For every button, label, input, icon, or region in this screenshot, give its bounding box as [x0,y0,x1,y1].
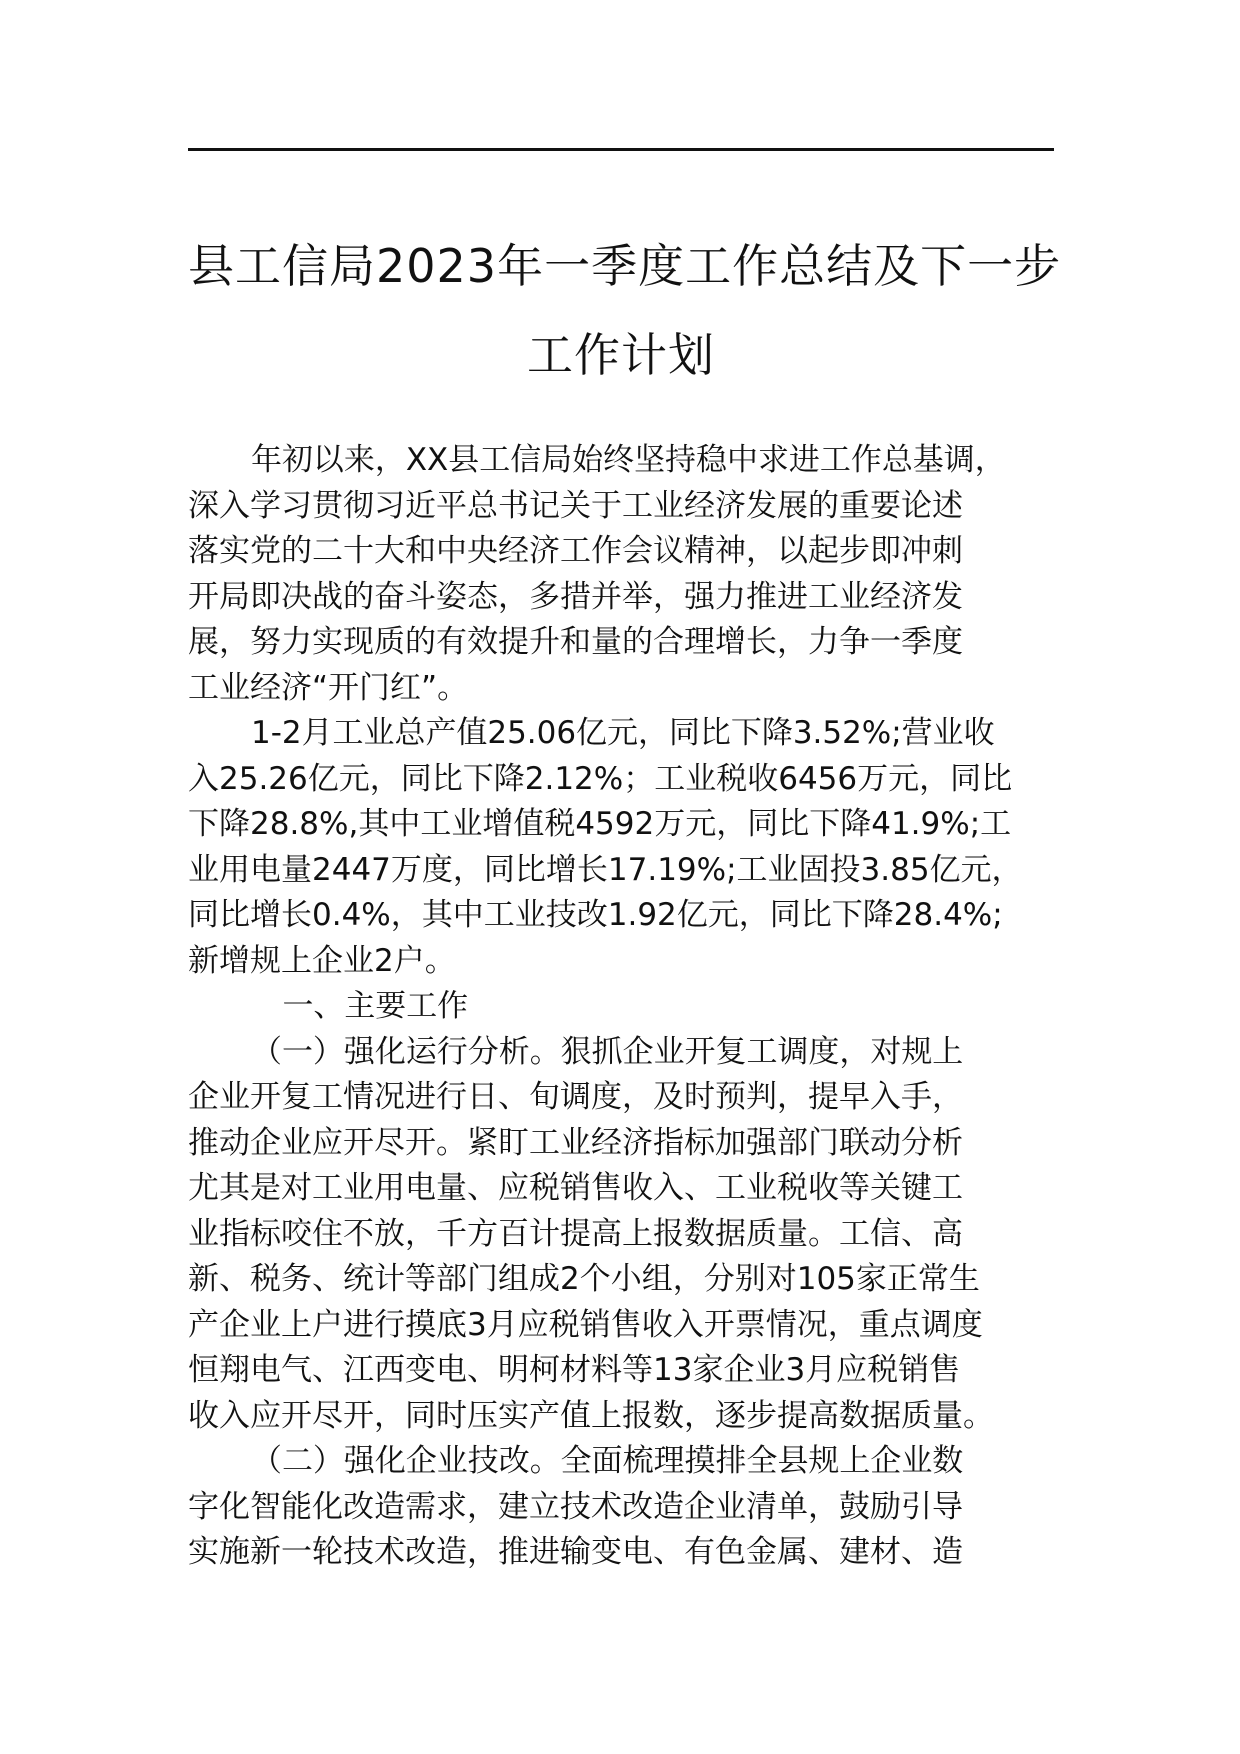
body-text-line: 新、税务、统计等部门组成2个小组，分别对105家正常生 [188,1261,980,1297]
body-text-line: （二）强化企业技改。全面梳理摸排全县规上企业数 [251,1443,964,1479]
body-text-line: 展，努力实现质的有效提升和量的合理增长，力争一季度 [188,624,963,660]
body-text-line: 开局即决战的奋斗姿态，多措并举，强力推进工业经济发 [188,578,963,615]
body-text-line: 新增规上企业2户。 [188,942,456,979]
body-text-line: 1-2月工业总产值25.06亿元，同比下降3.52%;营业收 [251,715,995,751]
document-title-line-1: 县工信局2023年一季度工作总结及下一步 [188,239,1062,293]
body-text-line: 尤其是对工业用电量、应税销售收入、工业税收等关键工 [188,1170,963,1206]
body-text-line: 工业经济“开门红”。 [188,669,469,706]
body-text-line: 年初以来，XX县工信局始终坚持稳中求进工作总基调， [251,442,1006,478]
body-text-line: 字化智能化改造需求，建立技术改造企业清单，鼓励引导 [188,1488,963,1525]
header-rule [188,148,1054,151]
body-text-line: （一）强化运行分析。狠抓企业开复工调度，对规上 [251,1033,964,1070]
body-text-line: 同比增长0.4%，其中工业技改1.92亿元，同比下降28.4%; [188,897,1003,933]
body-text-line: 恒翔电气、江西变电、明柯材料等13家企业3月应税销售 [188,1352,961,1388]
body-text-line: 深入学习贯彻习近平总书记关于工业经济发展的重要论述 [188,487,963,524]
body-text-line: 落实党的二十大和中央经济工作会议精神，以起步即冲刺 [188,533,963,569]
body-text-line: 产企业上户进行摸底3月应税销售收入开票情况，重点调度 [188,1306,983,1343]
document-body [188,438,1088,1576]
body-text-line: 下降28.8%,其中工业增值税4592万元，同比下降41.9%;工 [188,806,1012,842]
body-text-line: 入25.26亿元，同比下降2.12%；工业税收6456万元，同比 [188,760,1013,797]
document-title-line-2: 工作计划 [527,328,715,382]
section-heading: 一、主要工作 [282,988,469,1024]
body-text-line: 业用电量2447万度，同比增长17.19%;工业固投3.85亿元， [188,851,1023,888]
body-text-line: 业指标咬住不放，千方百计提高上报数据质量。工信、高 [188,1215,963,1252]
body-text-line: 企业开复工情况进行日、旬调度，及时预判，提早入手， [188,1079,963,1115]
body-text-line: 实施新一轮技术改造，推进输变电、有色金属、建材、造 [188,1534,963,1570]
body-text-line: 推动企业应开尽开。紧盯工业经济指标加强部门联动分析 [188,1124,963,1161]
body-text-line: 收入应开尽开，同时压实产值上报数，逐步提高数据质量。 [188,1397,994,1434]
